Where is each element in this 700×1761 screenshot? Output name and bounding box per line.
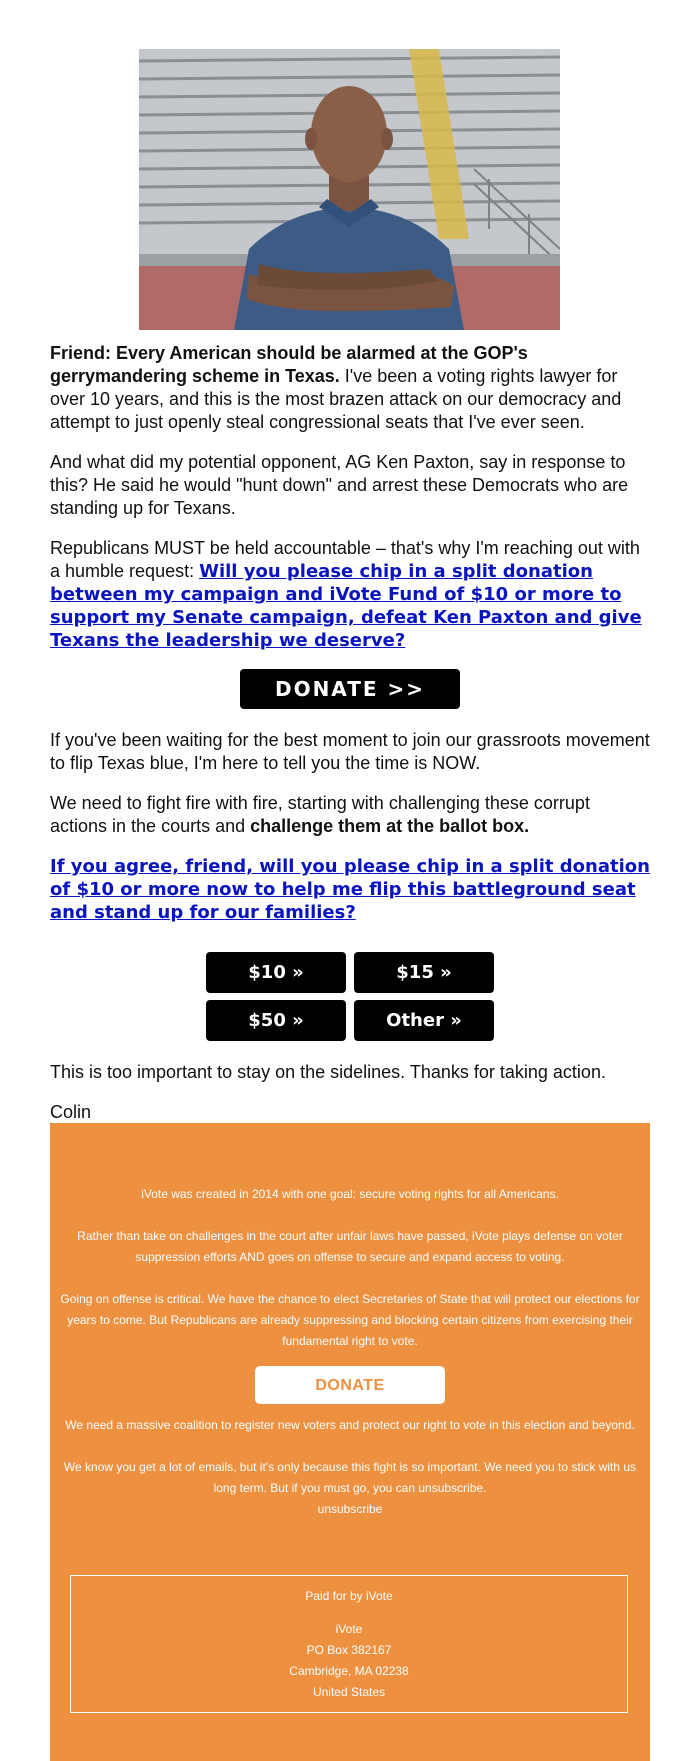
footer-defense-offense: Rather than take on challenges in the court after unfair laws have passed, iVote plays defense on voter suppression efforts AND goes on offense to secure and expand access to voting. — [77, 1229, 623, 1264]
request-paragraph — [50, 537, 650, 652]
address-city: Cambridge, MA 02238 — [289, 1664, 409, 1678]
intro-bold-lead: Friend: Every American should be alarmed at the GOP's gerrymandering scheme in Texas. — [50, 343, 528, 386]
donate-button-wrap — [50, 669, 650, 709]
fight-text: We need to fight fire with fire, starting with challenging these corrupt actions in the courts and — [50, 793, 590, 836]
amount-other-button[interactable]: Other » — [354, 1000, 494, 1041]
request-text: Republicans MUST be held accountable – that's why I'm reaching out with a humble request: — [50, 538, 640, 581]
footer-secretaries: Going on offense is critical. We have the chance to elect Secretaries of State that will protect our elections for years to come. But Republicans are already suppressing and blocking certain citizens from exercising their fundamental right to vote. — [60, 1292, 640, 1348]
paid-for-text: Paid for by iVote — [305, 1589, 393, 1603]
paxton-paragraph: And what did my potential opponent, AG Ken Paxton, say in response to this? He said he would "hunt down" and arrest these Democrats who are standing up for Texans. — [50, 452, 629, 518]
address-org: iVote — [335, 1622, 363, 1636]
amount-15-button[interactable]: $15 » — [354, 952, 494, 993]
closing-line: This is too important to stay on the sidelines. Thanks for taking action. — [50, 1062, 606, 1082]
fight-paragraph — [50, 792, 650, 838]
email-body — [50, 342, 650, 1141]
amount-50-button[interactable]: $50 » — [206, 1000, 346, 1041]
footer-mission: iVote was created in 2014 with one goal: secure voting rights for all Americans. — [141, 1187, 559, 1201]
flip-seat-link[interactable]: If you agree, friend, will you please chip in a split donation of $10 or more now to help me flip this battleground seat and stand up for our families? — [50, 856, 650, 923]
split-donation-link[interactable]: Will you please chip in a split donation between my campaign and iVote Fund of $10 or more to support my Senate campaign, defeat Ken Paxton and give Texans the leadership we deserve? — [50, 561, 642, 651]
donate-button[interactable]: DONATE >> — [240, 669, 460, 709]
paid-for-box — [70, 1575, 628, 1713]
signature: Colin — [50, 1102, 92, 1122]
grassroots-paragraph: If you've been waiting for the best moment to join our grassroots movement to flip Texas blue, I'm here to tell you the time is NOW. — [50, 730, 650, 773]
address-po-box: PO Box 382167 — [306, 1643, 392, 1657]
intro-rest: I've been a voting rights lawyer for over 10 years, and this is the most brazen attack on our democracy and attempt to just openly steal congressional seats that I've ever seen. — [50, 366, 622, 432]
cta-paragraph — [50, 855, 650, 924]
hero-photo — [139, 49, 560, 330]
stadium-portrait-image — [139, 49, 560, 330]
unsubscribe-link[interactable]: unsubscribe — [317, 1502, 383, 1516]
footer-emails-note: We know you get a lot of emails, but it's only because this fight is so important. We need you to stick with us long term. But if you must go, you can unsubscribe. — [63, 1460, 637, 1495]
intro-paragraph — [50, 342, 650, 434]
footer-donate-button[interactable]: DONATE — [255, 1366, 445, 1404]
footer-coalition: We need a massive coalition to register new voters and protect our right to vote in this election and beyond. — [65, 1418, 635, 1432]
amount-button-grid — [50, 952, 650, 1041]
address-country: United States — [312, 1685, 386, 1699]
fight-bold: challenge them at the ballot box. — [250, 816, 530, 836]
footer — [50, 1123, 650, 1761]
footer-unsubscribe-line — [60, 1499, 640, 1520]
amount-10-button[interactable]: $10 » — [206, 952, 346, 993]
